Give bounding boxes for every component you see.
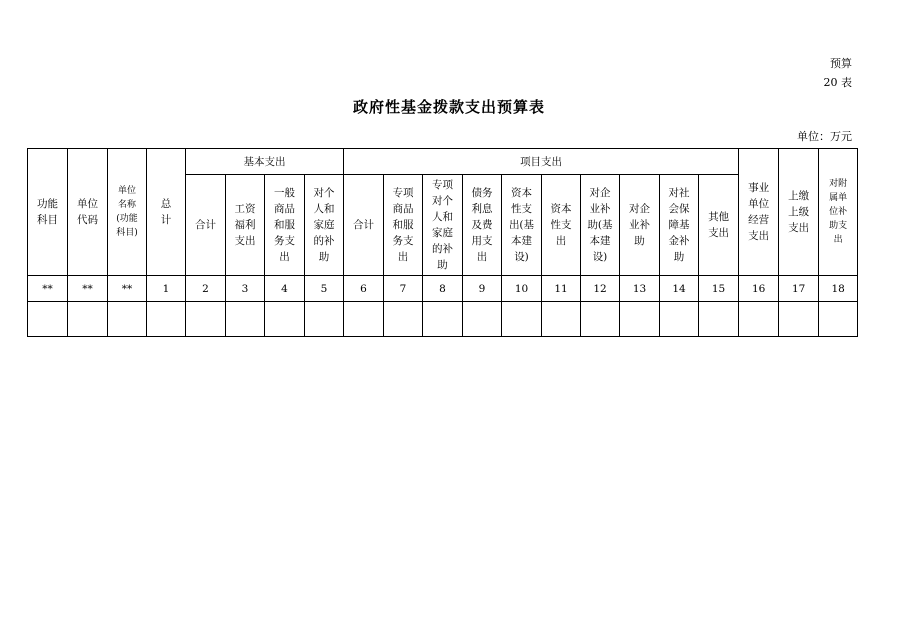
table-row — [28, 302, 858, 337]
column-number: 6 — [344, 276, 384, 302]
header-enterprise-construction: 对企 业补 助(基 本建 设) — [581, 175, 620, 276]
column-number: 1 — [147, 276, 186, 302]
header-basic-total: 合计 — [186, 175, 226, 276]
data-cell — [660, 302, 699, 337]
header-project-group: 项目支出 — [344, 149, 739, 175]
header-business: 事业 单位 经营 支出 — [739, 149, 779, 276]
unit-label: 单位：万元 — [797, 130, 852, 143]
column-number: ** — [68, 276, 108, 302]
header-project-total: 合计 — [344, 175, 384, 276]
data-cell — [581, 302, 620, 337]
data-cell — [819, 302, 858, 337]
column-number: 7 — [384, 276, 423, 302]
header-unit-code: 单位 代码 — [68, 149, 108, 276]
column-number: 4 — [265, 276, 305, 302]
data-cell — [423, 302, 463, 337]
data-cell — [226, 302, 265, 337]
column-number: 13 — [620, 276, 660, 302]
data-cell — [265, 302, 305, 337]
column-number: 8 — [423, 276, 463, 302]
header-salary: 工资 福利 支出 — [226, 175, 265, 276]
data-cell — [68, 302, 108, 337]
column-number: 14 — [660, 276, 699, 302]
column-number: 11 — [542, 276, 581, 302]
column-number: 9 — [463, 276, 502, 302]
header-unit-name: 单位 名称 (功能 科目) — [108, 149, 147, 276]
column-number: 15 — [699, 276, 739, 302]
data-cell — [739, 302, 779, 337]
data-cell — [463, 302, 502, 337]
column-number: 2 — [186, 276, 226, 302]
header-debt: 债务 利息 及费 用支 出 — [463, 175, 502, 276]
column-number: 10 — [502, 276, 542, 302]
header-enterprise: 对企 业补 助 — [620, 175, 660, 276]
header-other: 其他 支出 — [699, 175, 739, 276]
column-number: 5 — [305, 276, 344, 302]
data-cell — [502, 302, 542, 337]
column-number: 3 — [226, 276, 265, 302]
column-number: ** — [28, 276, 68, 302]
header-total: 总 计 — [147, 149, 186, 276]
header-capital: 资本 性支 出 — [542, 175, 581, 276]
data-cell — [108, 302, 147, 337]
budget-table — [27, 148, 858, 337]
header-basic-group: 基本支出 — [186, 149, 344, 175]
form-reference-line1: 预算 — [830, 57, 852, 70]
form-reference-line2: 20 表 — [823, 76, 852, 89]
data-cell — [186, 302, 226, 337]
data-cell — [344, 302, 384, 337]
column-number: 16 — [739, 276, 779, 302]
header-special-goods: 专项 商品 和服 务支 出 — [384, 175, 423, 276]
header-special-personal: 专项 对个 人和 家庭 的补 助 — [423, 175, 463, 276]
column-number: 17 — [779, 276, 819, 302]
page-title: 政府性基金拨款支出预算表 — [352, 98, 545, 116]
column-number: ** — [108, 276, 147, 302]
data-cell — [305, 302, 344, 337]
column-number: 18 — [819, 276, 858, 302]
data-cell — [620, 302, 660, 337]
form-reference — [824, 54, 853, 92]
data-cell — [699, 302, 739, 337]
header-capital-construction: 资本 性支 出(基 本建 设) — [502, 175, 542, 276]
header-basic-personal: 对个 人和 家庭 的补 助 — [305, 175, 344, 276]
data-cell — [384, 302, 423, 337]
column-number: 12 — [581, 276, 620, 302]
data-cell — [542, 302, 581, 337]
data-cell — [147, 302, 186, 337]
data-cell — [28, 302, 68, 337]
data-cell — [779, 302, 819, 337]
header-func-subject: 功能 科目 — [28, 149, 68, 276]
column-number-row — [28, 276, 858, 302]
header-social-security: 对社 会保 障基 金补 助 — [660, 175, 699, 276]
header-upper: 上缴 上级 支出 — [779, 149, 819, 276]
header-affiliated: 对附 属单 位补 助支 出 — [819, 149, 858, 276]
header-goods: 一般 商品 和服 务支 出 — [265, 175, 305, 276]
